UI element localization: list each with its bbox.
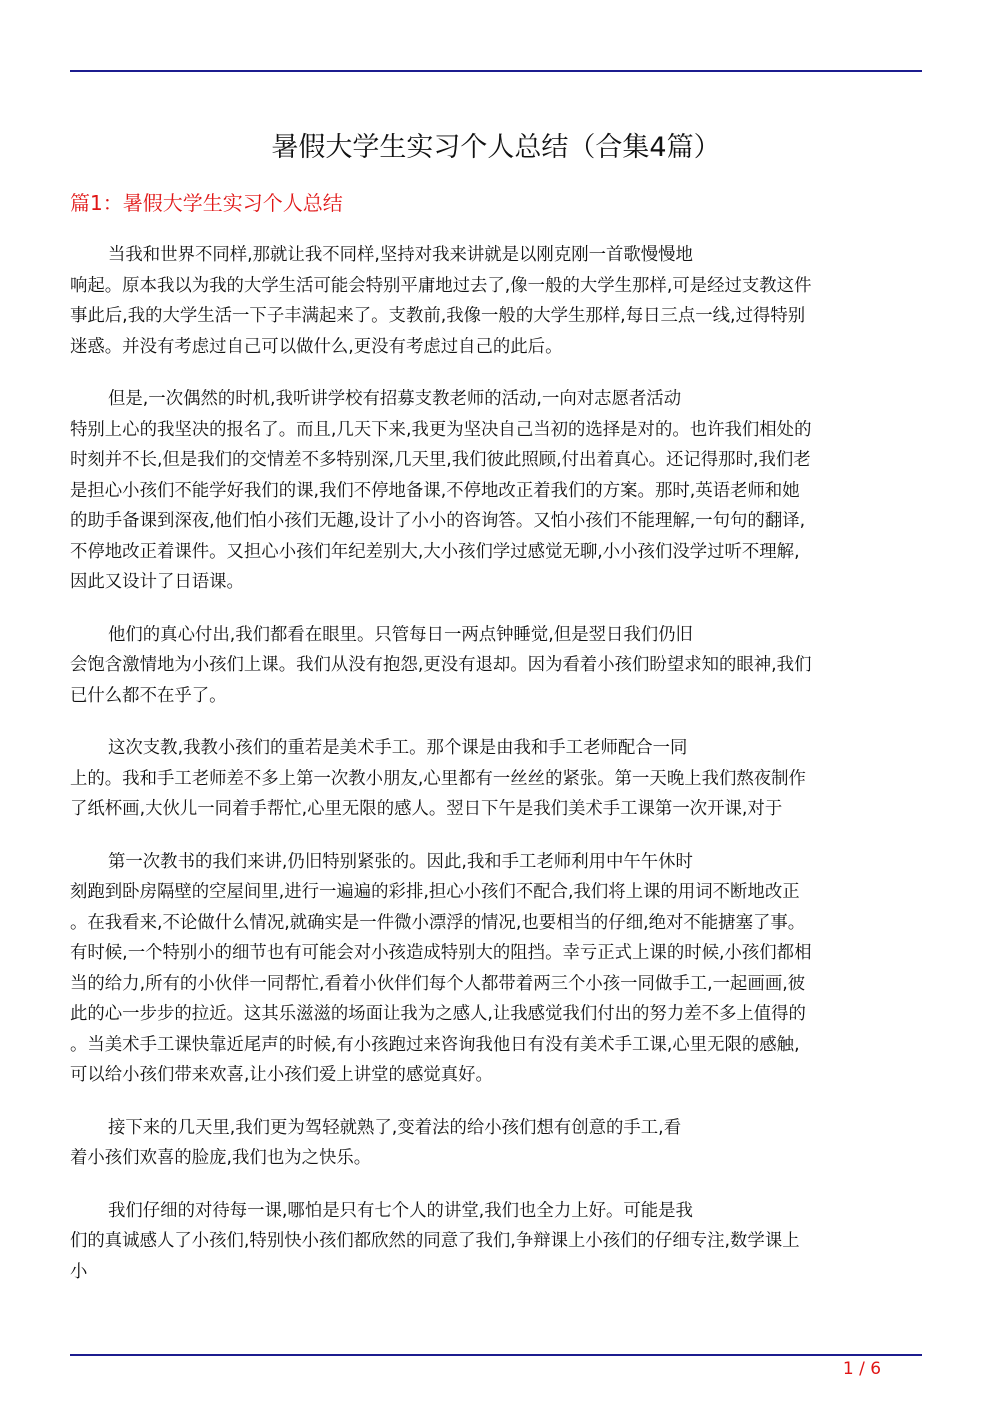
page-number: 1 / 6 <box>842 1359 882 1379</box>
paragraph-line: 是担心小孩们不能学好我们的课,我们不停地备课,不停地改正着我们的方案。那时,英语老师和她 <box>70 480 800 501</box>
paragraph <box>70 240 922 362</box>
paragraph-line: 。在我看来,不论做什么情况,就确实是一件微小漂浮的情况,也要相当的仔细,绝对不能搪塞了事。 <box>70 912 806 933</box>
paragraph-line: 不停地改正着课件。又担心小孩们年纪差别大,大小孩们学过感觉无聊,小小孩们没学过听不理解, <box>70 541 800 562</box>
paragraph-line: 迷惑。并没有考虑过自己可以做什么,更没有考虑过自己的此后。 <box>70 336 563 357</box>
paragraph <box>70 733 922 825</box>
paragraph-line: 小 <box>70 1261 88 1282</box>
paragraph-line: 当我和世界不同样,那就让我不同样,坚持对我来讲就是以刚克刚一首歌慢慢地 <box>108 245 693 265</box>
paragraph-line: 会饱含激情地为小孩们上课。我们从没有抱怨,更没有退却。因为看着小孩们盼望求知的眼神,我们 <box>70 655 812 675</box>
paragraph-line: 们的真诚感人了小孩们,特别快小孩们都欣然的同意了我们,争辩课上小孩们的仔细专注,数学课上 <box>70 1231 800 1251</box>
section-heading: 篇1：暑假大学生实习个人总结 <box>70 191 343 215</box>
paragraph <box>70 620 922 712</box>
paragraph-line: 。当美术手工课快靠近尾声的时候,有小孩跑过来咨询我他日有没有美术手工课,心里无限的感触, <box>70 1034 800 1055</box>
paragraph-line: 他们的真心付出,我们都看在眼里。只管每日一两点钟睡觉,但是翌日我们仍旧 <box>108 624 693 645</box>
paragraph-line: 但是,一次偶然的时机,我听讲学校有招募支教老师的活动,一向对志愿者活动 <box>108 389 682 409</box>
paragraph <box>70 384 922 598</box>
paragraph-line: 时刻并不长,但是我们的交情差不多特别深,几天里,我们彼此照顾,付出着真心。还记得那时,我们老 <box>70 450 811 470</box>
header-rule <box>70 70 922 72</box>
paragraph-line: 此的心一步步的拉近。这其乐滋滋的场面让我为之感人,让我感觉我们付出的努力差不多上值得的 <box>70 1004 806 1024</box>
paragraph-line: 当的给力,所有的小伙伴一同帮忙,看着小伙伴们每个人都带着两三个小孩一同做手工,一起画画,彼 <box>70 973 806 994</box>
paragraph-line: 接下来的几天里,我们更为驾轻就熟了,变着法的给小孩们想有创意的手工,看 <box>108 1117 682 1138</box>
paragraph-line: 着小孩们欢喜的脸庞,我们也为之快乐。 <box>70 1148 372 1168</box>
paragraph-line: 特别上心的我坚决的报名了。而且,几天下来,我更为坚决自己当初的选择是对的。也许我们相处的 <box>70 419 812 440</box>
paragraph-line: 可以给小孩们带来欢喜,让小孩们爱上讲堂的感觉真好。 <box>70 1065 493 1085</box>
paragraph-line: 响起。原本我以为我的大学生活可能会特别平庸地过去了,像一般的大学生那样,可是经过支教这件 <box>70 275 812 296</box>
paragraph-line: 上的。我和手工老师差不多上第一次教小朋友,心里都有一丝丝的紧张。第一天晚上我们熬夜制作 <box>70 768 806 789</box>
paragraph <box>70 1196 922 1288</box>
paragraph <box>70 1113 922 1174</box>
document-body <box>70 240 922 1309</box>
paragraph-line: 有时候,一个特别小的细节也有可能会对小孩造成特别大的阻挡。幸亏正式上课的时候,小孩们都相 <box>70 943 812 963</box>
paragraph-line: 事此后,我的大学生活一下子丰满起来了。支教前,我像一般的大学生那样,每日三点一线,过得特别 <box>70 306 806 326</box>
paragraph-line: 第一次教书的我们来讲,仍旧特别紧张的。因此,我和手工老师利用中午午休时 <box>108 851 693 872</box>
document-title: 暑假大学生实习个人总结（合集4篇） <box>271 132 721 163</box>
paragraph <box>70 847 922 1091</box>
paragraph-line: 了纸杯画,大伙儿一同着手帮忙,心里无限的感人。翌日下午是我们美术手工课第一次开课,对于 <box>70 799 783 819</box>
paragraph-line: 已什么都不在乎了。 <box>70 685 227 706</box>
paragraph-line: 因此又设计了日语课。 <box>70 572 244 592</box>
paragraph-line: 刻跑到卧房隔壁的空屋间里,进行一遍遍的彩排,担心小孩们不配合,我们将上课的用词不断地改正 <box>70 882 800 902</box>
paragraph-line: 我们仔细的对待每一课,哪怕是只有七个人的讲堂,我们也全力上好。可能是我 <box>108 1200 693 1221</box>
footer-rule <box>70 1354 922 1356</box>
paragraph-line: 的助手备课到深夜,他们怕小孩们无趣,设计了小小的咨询答。又怕小孩们不能理解,一句句的翻译, <box>70 511 806 531</box>
paragraph-line: 这次支教,我教小孩们的重若是美术手工。那个课是由我和手工老师配合一同 <box>108 738 688 758</box>
